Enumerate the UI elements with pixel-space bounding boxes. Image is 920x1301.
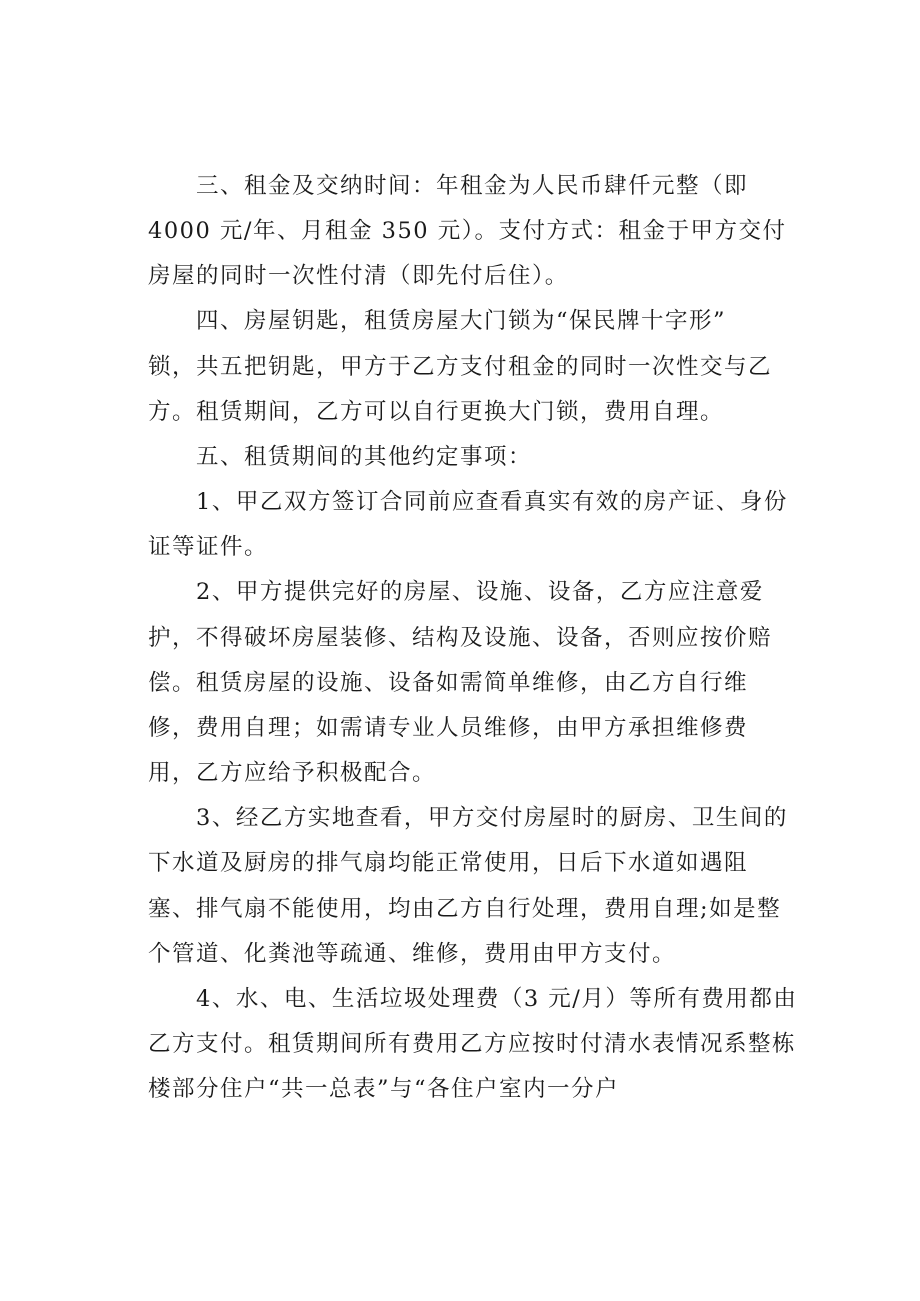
- item-3-line-1: 3、经乙方实地查看，甲方交付房屋时的厨房、卫生间的: [196, 805, 788, 831]
- item-4-line-2: 乙方支付。租赁期间所有费用乙方应按时付清水表情况系整栋: [148, 1031, 797, 1057]
- clause-4-line-2: 锁，共五把钥匙，甲方于乙方支付租金的同时一次性交与乙: [148, 354, 773, 380]
- item-4-line-3: 楼部分住户“共一总表”与“各住户室内一分户: [148, 1076, 620, 1102]
- clause-4-line-1: 四、房屋钥匙，租赁房屋大门锁为“保民牌十字形”: [196, 308, 727, 334]
- item-3-line-3: 塞、排气扇不能使用，均由乙方自行处理，费用自理;如是整: [148, 896, 782, 922]
- item-4-line-1: 4、水、电、生活垃圾处理费（3 元/月）等所有费用都由: [196, 986, 798, 1012]
- item-3-line-2: 下水道及厨房的排气扇均能正常使用，日后下水道如遇阻: [148, 850, 749, 876]
- clause-3-line-2: 4000 元/年、月租金 350 元）。支付方式：租金于甲方交付: [148, 218, 787, 244]
- item-2-line-2: 护，不得破坏房屋装修、结构及设施、设备，否则应按价赔: [148, 625, 773, 651]
- clause-4-line-3: 方。租赁期间，乙方可以自行更换大门锁，费用自理。: [148, 399, 725, 425]
- clause-3-line-1: 三、租金及交纳时间：年租金为人民币肆仟元整（即: [196, 173, 749, 199]
- item-3-line-4: 个管道、化粪池等疏通、维修，费用由甲方支付。: [148, 941, 677, 967]
- clause-5-heading: 五、租赁期间的其他约定事项：: [196, 444, 533, 470]
- item-2-line-1: 2、甲方提供完好的房屋、设施、设备，乙方应注意爱: [196, 579, 764, 605]
- item-2-line-5: 用，乙方应给予积极配合。: [148, 760, 437, 786]
- clause-3-line-3: 房屋的同时一次性付清（即先付后住）。: [148, 263, 569, 289]
- item-2-line-3: 偿。租赁房屋的设施、设备如需简单维修，由乙方自行维: [148, 670, 749, 696]
- item-2-line-4: 修，费用自理；如需请专业人员维修，由甲方承担维修费: [148, 715, 749, 741]
- item-1-line-1: 1、甲乙双方签订合同前应查看真实有效的房产证、身份: [196, 489, 788, 515]
- item-1-line-2: 证等证件。: [148, 534, 269, 560]
